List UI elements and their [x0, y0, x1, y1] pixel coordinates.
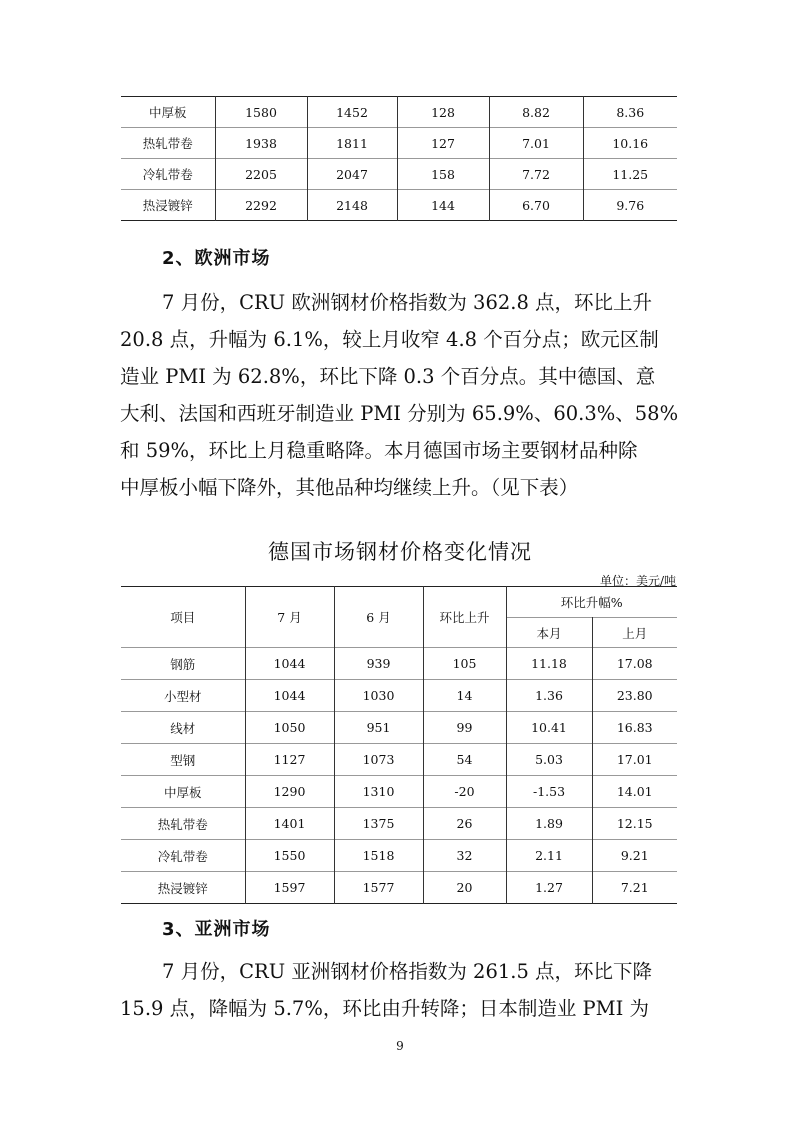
header-jul: 7 月	[245, 587, 334, 648]
table-cell: 1.89	[506, 808, 592, 840]
header-item: 项目	[121, 587, 245, 648]
row-label-cell: 线材	[121, 712, 245, 744]
header-mom: 环比上升	[423, 587, 506, 648]
table-cell: 1811	[307, 128, 397, 159]
table-row	[121, 680, 677, 712]
table-cell: 9.21	[592, 840, 677, 872]
table-row	[121, 159, 677, 190]
table-cell: 9.76	[583, 190, 677, 221]
paragraph-line: 大利、法国和西班牙制造业 PMI 分别为 65.9%、60.3%、58%	[120, 402, 679, 425]
table-cell: 2205	[215, 159, 307, 190]
row-label-cell: 热浸镀锌	[121, 872, 245, 904]
table-row	[121, 648, 677, 680]
table-cell: 1375	[334, 808, 423, 840]
table-cell: 939	[334, 648, 423, 680]
germany-table-body	[121, 648, 677, 904]
table-cell: 6.70	[489, 190, 583, 221]
table-row	[121, 190, 677, 221]
table-cell: 11.18	[506, 648, 592, 680]
table-cell: 1127	[245, 744, 334, 776]
table-cell: 7.72	[489, 159, 583, 190]
table-cell: 1.27	[506, 872, 592, 904]
header-this-month: 本月	[506, 618, 592, 648]
table-cell: 1310	[334, 776, 423, 808]
row-label-cell: 小型材	[121, 680, 245, 712]
table-cell: 32	[423, 840, 506, 872]
row-label-cell: 中厚板	[121, 776, 245, 808]
row-label-cell: 热轧带卷	[121, 128, 215, 159]
table-cell: 1577	[334, 872, 423, 904]
header-pct-group: 环比升幅%	[560, 595, 623, 610]
row-label-cell: 热浸镀锌	[121, 190, 215, 221]
row-label-cell: 中厚板	[121, 97, 215, 128]
table-cell: 144	[397, 190, 489, 221]
table-row	[121, 128, 677, 159]
table-cell: 26	[423, 808, 506, 840]
table-cell: 8.36	[616, 104, 645, 120]
row-label-cell: 热轧带卷	[121, 808, 245, 840]
paragraph-line: 7 月份，CRU 亚洲钢材价格指数为 261.5 点，环比下降	[162, 960, 653, 983]
table-header	[121, 587, 677, 648]
table-cell: 2.11	[506, 840, 592, 872]
table-cell: 7.01	[489, 128, 583, 159]
table-cell: 1044	[245, 680, 334, 712]
table-cell: 158	[397, 159, 489, 190]
table-cell: 1401	[245, 808, 334, 840]
table-row	[121, 808, 677, 840]
table-cell: 1290	[245, 776, 334, 808]
table-cell: 2292	[215, 190, 307, 221]
table-row	[121, 776, 677, 808]
asia-paragraph	[120, 953, 680, 1027]
table-cell: 2148	[307, 190, 397, 221]
table-cell: 16.83	[592, 712, 677, 744]
table-cell: 20	[423, 872, 506, 904]
table-cell: 14	[423, 680, 506, 712]
header-last-month: 上月	[592, 618, 677, 648]
section-heading-europe: 2、欧洲市场	[162, 248, 271, 269]
table-cell: 7.21	[592, 872, 677, 904]
row-label-cell: 冷轧带卷	[121, 840, 245, 872]
table-cell: 14.01	[592, 776, 677, 808]
table-row	[121, 712, 677, 744]
table-cell: 1.36	[506, 680, 592, 712]
table-cell: 1597	[245, 872, 334, 904]
table-cell: 1044	[245, 648, 334, 680]
table-cell: 17.01	[592, 744, 677, 776]
table-cell: 105	[423, 648, 506, 680]
paragraph-line: 中厚板小幅下降外，其他品种均继续上升。（见下表）	[120, 476, 579, 499]
paragraph-line: 造业 PMI 为 62.8%，环比下降 0.3 个百分点。其中德国、意	[120, 365, 656, 388]
table-cell: 54	[423, 744, 506, 776]
table-cell: 1073	[334, 744, 423, 776]
unit-note: 单位：美元/吨	[599, 574, 676, 588]
table-row	[121, 872, 677, 904]
table-cell: -20	[423, 776, 506, 808]
row-label-cell: 钢筋	[121, 648, 245, 680]
table-row	[121, 840, 677, 872]
paragraph-line: 20.8 点，升幅为 6.1%，较上月收窄 4.8 个百分点；欧元区制	[120, 328, 659, 351]
europe-paragraph	[120, 284, 680, 506]
steel-price-table-continued	[121, 96, 677, 221]
table-cell: 951	[334, 712, 423, 744]
table-cell: 1050	[245, 712, 334, 744]
table-cell: 99	[423, 712, 506, 744]
table-cell: 5.03	[506, 744, 592, 776]
table-cell: 128	[397, 97, 489, 128]
paragraph-line: 和 59%，环比上月稳重略降。本月德国市场主要钢材品种除	[120, 439, 638, 462]
table-cell: 2047	[307, 159, 397, 190]
table-title: 德国市场钢材价格变化情况	[268, 540, 532, 564]
table-cell: 17.08	[592, 648, 677, 680]
table-cell: 10.16	[583, 128, 677, 159]
germany-steel-price-table	[121, 586, 677, 904]
table-cell: 1550	[245, 840, 334, 872]
table-cell: 11.25	[583, 159, 677, 190]
section-heading-asia: 3、亚洲市场	[162, 919, 271, 940]
header-jun: 6 月	[334, 587, 423, 648]
top-table-body	[121, 97, 677, 221]
paragraph-line: 7 月份，CRU 欧洲钢材价格指数为 362.8 点，环比上升	[162, 291, 653, 314]
paragraph-line: 15.9 点，降幅为 5.7%，环比由升转降；日本制造业 PMI 为	[120, 997, 650, 1020]
table-row	[121, 744, 677, 776]
table-cell: 8.82	[489, 97, 583, 128]
row-label-cell: 型钢	[121, 744, 245, 776]
table-cell: 1580	[215, 97, 307, 128]
row-label-cell: 冷轧带卷	[121, 159, 215, 190]
table-cell: 12.15	[592, 808, 677, 840]
table-cell: 23.80	[592, 680, 677, 712]
table-cell: 1452	[307, 97, 397, 128]
table-cell: 10.41	[506, 712, 592, 744]
table-cell: 1518	[334, 840, 423, 872]
table-cell: 127	[397, 128, 489, 159]
table-cell: -1.53	[506, 776, 592, 808]
table-cell: 1938	[215, 128, 307, 159]
table-row	[121, 97, 677, 128]
table-cell: 1030	[334, 680, 423, 712]
page-number: 9	[396, 1039, 404, 1053]
